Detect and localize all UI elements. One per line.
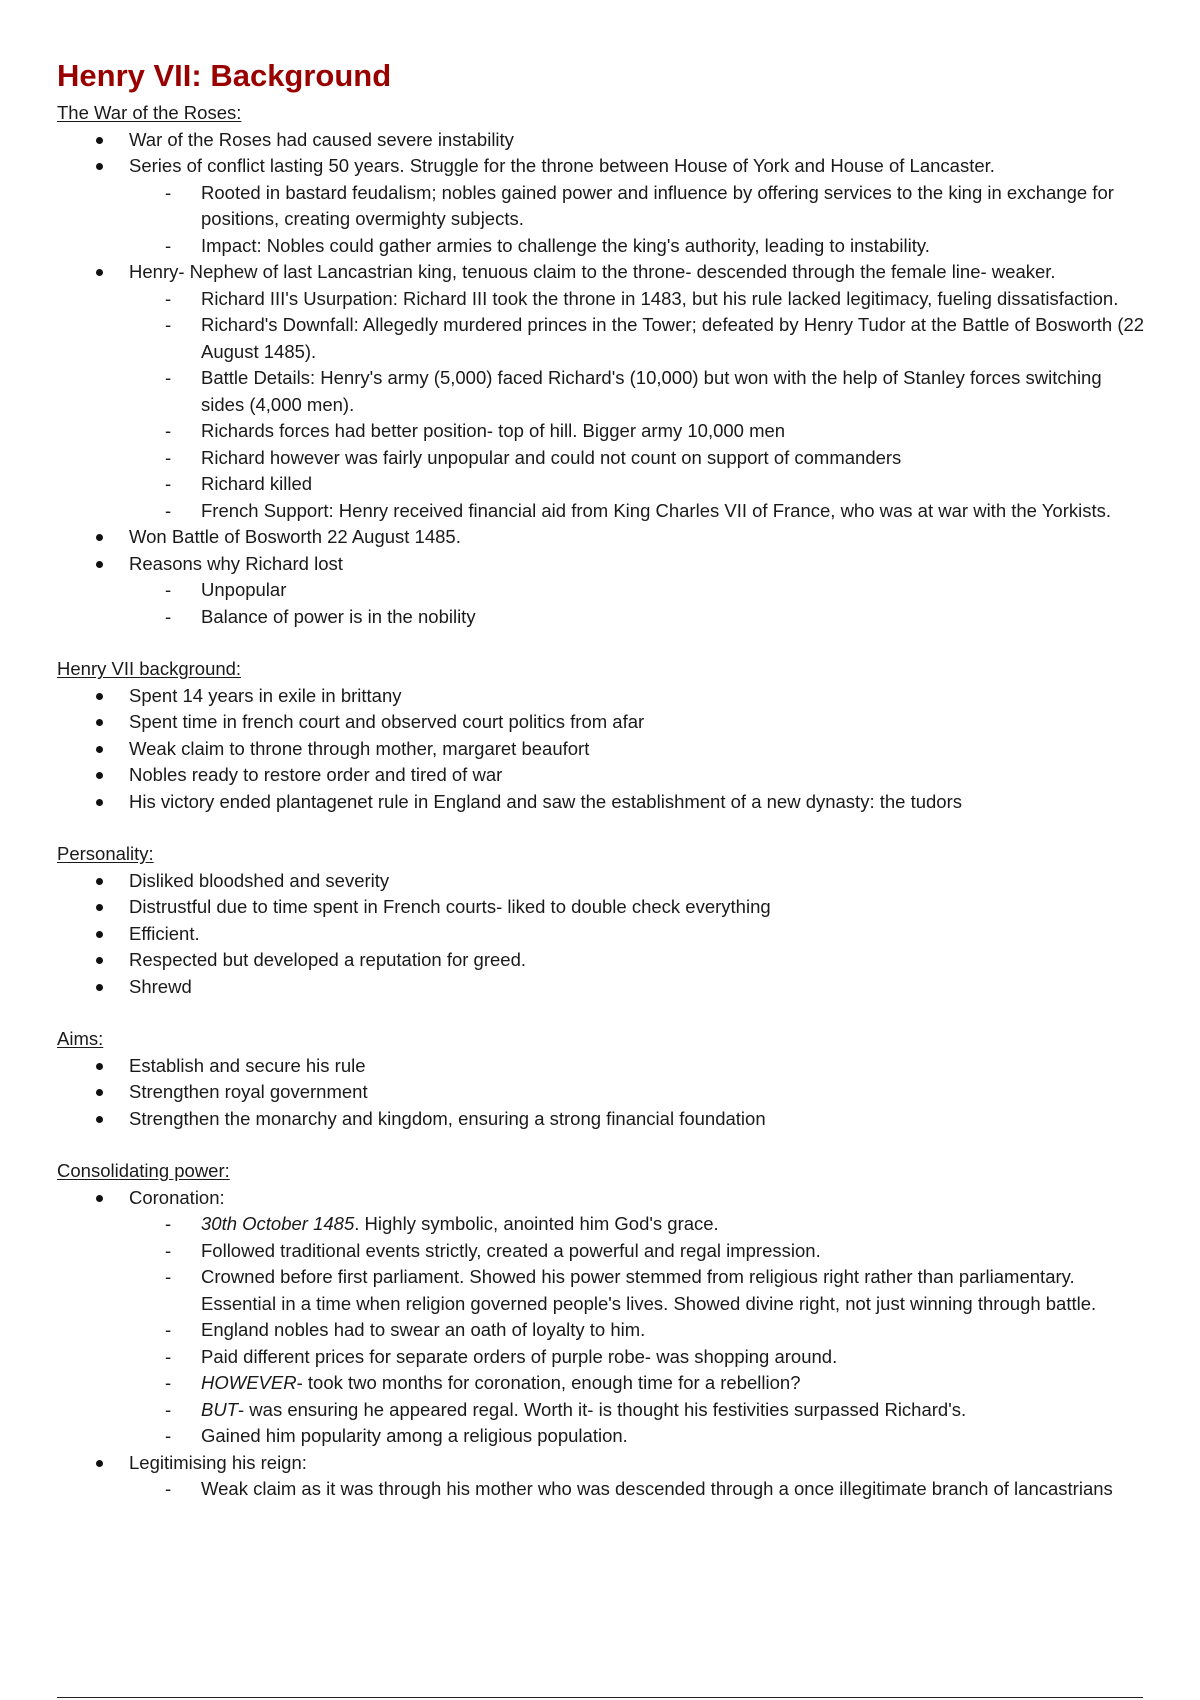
bullet-item bbox=[57, 259, 1147, 524]
dash-list bbox=[57, 180, 1147, 260]
bullet-item bbox=[57, 153, 1147, 259]
dash-text: Richard's Downfall: Allegedly murdered princes in the Tower; defeated by Henry Tudor at the Battle of Bosworth (22 August 1485). bbox=[201, 314, 1145, 362]
bullet-text: Efficient. bbox=[129, 922, 200, 944]
dash-text: Weak claim as it was through his mother who was descended through a once illegitimate branch of lancastrians bbox=[201, 1478, 1113, 1499]
dash-text: Richards forces had better position- top of hill. Bigger army 10,000 men bbox=[201, 420, 786, 441]
section-heading: Aims: bbox=[57, 1028, 104, 1049]
bullet-text: Henry- Nephew of last Lancastrian king, tenuous claim to the throne- descended through the female line- weaker. bbox=[129, 261, 1056, 282]
section bbox=[57, 100, 1147, 630]
bullet-item bbox=[57, 1079, 1147, 1106]
section-heading: The War of the Roses: bbox=[57, 102, 242, 123]
bullet-item bbox=[57, 1185, 1147, 1450]
bullet-item bbox=[57, 894, 1147, 921]
bullet-text: Strengthen royal government bbox=[129, 1081, 368, 1102]
section-heading: Personality: bbox=[57, 843, 154, 864]
dash-item bbox=[57, 1238, 1147, 1265]
dash-text: England nobles had to swear an oath of loyalty to him. bbox=[201, 1319, 646, 1340]
bullet-item bbox=[57, 683, 1147, 710]
section-heading: Consolidating power: bbox=[57, 1160, 230, 1181]
bullet-text: Series of conflict lasting 50 years. Struggle for the throne between House of York and House of Lancaster. bbox=[129, 155, 995, 176]
bullet-item bbox=[57, 789, 1147, 816]
bullet-item bbox=[57, 921, 1147, 948]
dash-text: Unpopular bbox=[201, 579, 287, 600]
bullet-text: Spent 14 years in exile in brittany bbox=[129, 684, 402, 706]
dash-item bbox=[57, 365, 1147, 418]
dash-item bbox=[57, 498, 1147, 525]
bullet-text: Weak claim to throne through mother, margaret beaufort bbox=[129, 737, 590, 759]
dash-item bbox=[57, 1476, 1147, 1503]
dash-item bbox=[57, 1397, 1147, 1424]
bullet-text: Strengthen the monarchy and kingdom, ensuring a strong financial foundation bbox=[129, 1107, 766, 1129]
bullet-item bbox=[57, 1053, 1147, 1080]
page-divider bbox=[57, 1697, 1143, 1698]
dash-item bbox=[57, 312, 1147, 365]
dash-list bbox=[57, 1476, 1147, 1503]
bullet-list bbox=[57, 683, 1147, 816]
section-heading: Henry VII background: bbox=[57, 658, 242, 679]
dash-text: Impact: Nobles could gather armies to challenge the king's authority, leading to instability. bbox=[201, 234, 930, 256]
dash-list bbox=[57, 286, 1147, 525]
bullet-list bbox=[57, 127, 1147, 631]
bullet-list bbox=[57, 1185, 1147, 1503]
dash-text: Richard however was fairly unpopular and could not count on support of commanders bbox=[201, 446, 902, 468]
section bbox=[57, 1158, 1147, 1503]
dash-list bbox=[57, 1211, 1147, 1450]
dash-text: Gained him popularity among a religious population. bbox=[201, 1425, 628, 1446]
bullet-item bbox=[57, 1106, 1147, 1133]
dash-item bbox=[57, 1317, 1147, 1344]
dash-text: Paid different prices for separate orders of purple robe- was shopping around. bbox=[201, 1345, 838, 1367]
dash-text: - was ensuring he appeared regal. Worth it- is thought his festivities surpassed Richard's. bbox=[238, 1398, 967, 1420]
document-title: Henry VII: Background bbox=[57, 58, 392, 93]
bullet-text: His victory ended plantagenet rule in England and saw the establishment of a new dynasty: the tudors bbox=[129, 790, 963, 812]
dash-item bbox=[57, 1423, 1147, 1450]
dash-text: Rooted in bastard feudalism; nobles gained power and influence by offering services to the king in exchange for positions, creating overmighty subjects. bbox=[201, 181, 1114, 229]
dash-item bbox=[57, 1344, 1147, 1371]
bullet-item bbox=[57, 868, 1147, 895]
bullet-text: Nobles ready to restore order and tired of war bbox=[129, 764, 503, 785]
dash-text: Battle Details: Henry's army (5,000) faced Richard's (10,000) but won with the help of Stanley forces switching sides (4,000 men). bbox=[201, 367, 1102, 415]
dash-text: Richard killed bbox=[201, 473, 313, 494]
dash-text: - took two months for coronation, enough time for a rebellion? bbox=[296, 1372, 801, 1393]
bullet-item bbox=[57, 127, 1147, 154]
emphasis-text: BUT bbox=[201, 1398, 238, 1420]
bullet-text: Coronation: bbox=[129, 1186, 225, 1208]
bullet-text: Establish and secure his rule bbox=[129, 1054, 366, 1076]
bullet-list bbox=[57, 1053, 1147, 1133]
dash-text: Richard III's Usurpation: Richard III took the throne in 1483, but his rule lacked legitimacy, fueling dissatisfaction. bbox=[201, 287, 1119, 309]
section bbox=[57, 656, 1147, 815]
dash-list bbox=[57, 577, 1147, 630]
dash-item bbox=[57, 577, 1147, 604]
bullet-item bbox=[57, 947, 1147, 974]
bullet-text: Reasons why Richard lost bbox=[129, 552, 343, 574]
bullet-item bbox=[57, 736, 1147, 763]
document-body bbox=[57, 100, 1147, 1503]
dash-text: Followed traditional events strictly, created a powerful and regal impression. bbox=[201, 1239, 821, 1261]
bullet-item bbox=[57, 974, 1147, 1001]
dash-item bbox=[57, 604, 1147, 631]
dash-item bbox=[57, 418, 1147, 445]
dash-item bbox=[57, 1264, 1147, 1317]
emphasis-text: HOWEVER bbox=[201, 1372, 297, 1393]
bullet-text: Distrustful due to time spent in French courts- liked to double check everything bbox=[129, 896, 771, 917]
section bbox=[57, 1026, 1147, 1132]
dash-item bbox=[57, 286, 1147, 313]
section bbox=[57, 841, 1147, 1000]
dash-text: Balance of power is in the nobility bbox=[201, 605, 476, 627]
bullet-item bbox=[57, 709, 1147, 736]
bullet-item bbox=[57, 524, 1147, 551]
bullet-item bbox=[57, 1450, 1147, 1503]
dash-text: . Highly symbolic, anointed him God's grace. bbox=[354, 1213, 719, 1234]
dash-item bbox=[57, 233, 1147, 260]
bullet-text: Respected but developed a reputation for greed. bbox=[129, 949, 527, 970]
dash-item bbox=[57, 445, 1147, 472]
bullet-text: Spent time in french court and observed court politics from afar bbox=[129, 711, 645, 732]
emphasis-text: 30th October 1485 bbox=[201, 1213, 355, 1234]
bullet-item bbox=[57, 762, 1147, 789]
dash-item bbox=[57, 1370, 1147, 1397]
bullet-text: Disliked bloodshed and severity bbox=[129, 869, 390, 891]
dash-item bbox=[57, 180, 1147, 233]
dash-text: Crowned before first parliament. Showed his power stemmed from religious right rather than parliamentary. Essential in a time when religion governed people's lives. Showed divine right, not just winning through battle. bbox=[201, 1266, 1097, 1314]
document-page bbox=[57, 52, 1147, 1503]
bullet-text: Legitimising his reign: bbox=[129, 1451, 307, 1473]
dash-text: French Support: Henry received financial aid from King Charles VII of France, who was at war with the Yorkists. bbox=[201, 499, 1111, 521]
bullet-text: Shrewd bbox=[129, 975, 192, 997]
bullet-text: War of the Roses had caused severe instability bbox=[129, 128, 514, 150]
dash-item bbox=[57, 471, 1147, 498]
bullet-list bbox=[57, 868, 1147, 1001]
bullet-item bbox=[57, 551, 1147, 631]
bullet-text: Won Battle of Bosworth 22 August 1485. bbox=[129, 526, 461, 547]
dash-item bbox=[57, 1211, 1147, 1238]
